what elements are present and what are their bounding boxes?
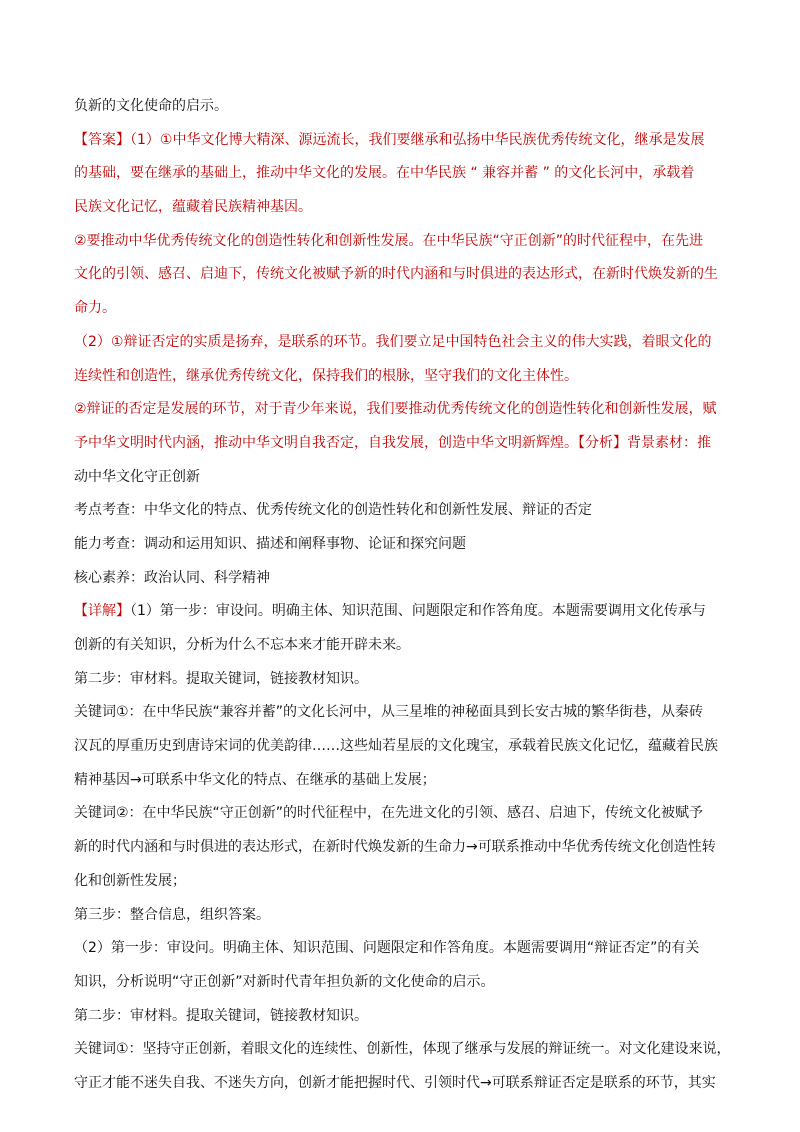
text-line [74,399,740,433]
text-segment: 精神基因→可联系中华文化的特点、在继承的基础上发展； [74,771,436,788]
text-line [74,534,740,568]
text-line [74,332,740,366]
text-segment: 负新的文化使命的启示。 [74,98,228,114]
text-line [74,669,740,703]
text-segment: 核心素养：政治认同、科学精神 [74,569,270,586]
text-segment: 连续性和创造性，继承优秀传统文化，保持我们的根脉，坚守我们的文化主体性。 [74,367,578,384]
text-line [74,871,740,905]
text-segment: 考点考查：中华文化的特点、优秀传统文化的创造性转化和创新性发展、辩证的否定 [74,502,592,519]
text-line [74,837,740,871]
text-line [74,96,740,130]
text-segment: 第二步：审材料。提取关键词，链接教材知识。 [74,670,368,687]
text-line [74,1006,740,1040]
text-segment: 能力考查：调动和运用知识、描述和阐释事物、论证和探究问题 [74,535,466,552]
text-segment: 新的时代内涵和与时俱进的表达形式，在新时代焕发新的生命力→可联系推动中华优秀传统文化创造性转 [74,839,716,856]
text-line [74,972,740,1006]
text-segment: 化和创新性发展； [74,872,186,889]
text-segment: 的基础，要在继承的基础上，推动中华文化的发展。在中华民族 “ 兼容并蓄 ” 的文化长河中，承载着 [74,165,695,182]
text-segment: 动中华文化守正创新 [74,468,200,485]
text-line [74,702,740,736]
text-segment: 关键词②：在中华民族“守正创新”的时代征程中，在先进文化的引领、感召、启迪下，传统文化被赋予 [74,805,704,822]
text-segment: ②要推动中华优秀传统文化的创造性转化和创新性发展。在中华民族“守正创新”的时代征程中，在先进 [74,232,704,249]
text-line [74,803,740,837]
text-line [74,1039,740,1073]
text-line [74,467,740,501]
text-line [74,601,740,635]
text-segment: 关键词①：坚持守正创新，着眼文化的连续性、创新性，体现了继承与发展的辩证统一。对文化建设来说， [74,1041,731,1058]
text-line [74,770,740,804]
text-segment: （1）第一步：审设问。明确主体、知识范围、问题限定和作答角度。本题需要调用文化传承与 [130,603,706,620]
text-line [74,568,740,602]
text-line [74,163,740,197]
text-segment: 文化的引领、感召、启迪下，传统文化被赋予新的时代内涵和与时俱进的表达形式，在新时代焕发新的生 [74,266,718,283]
text-segment: 创新的有关知识，分析为什么不忘本来才能开辟未来。 [74,637,410,653]
text-line [74,1073,740,1107]
text-segment: （2）①辩证否定的实质是扬弃，是联系的环节。我们要立足中国特色社会主义的伟大实践，着眼文化的 [74,333,712,350]
text-line [74,130,740,164]
text-line [74,366,740,400]
text-line [74,231,740,265]
text-segment: 民族文化记忆，蕴藏着民族精神基因。 [74,199,312,216]
text-segment: 【答案】（1）①中华文化博大精深、源远流长，我们要继承和弘扬中华民族优秀传统文化，继承是发展 [74,131,705,148]
text-line [74,264,740,298]
text-segment: 第二步：审材料。提取关键词，链接教材知识。 [74,1007,368,1024]
text-segment: （2）第一步：审设问。明确主体、知识范围、问题限定和作答角度。本题需要调用“辩证否定”的有关 [74,940,700,957]
text-line [74,905,740,939]
text-segment: 关键词①：在中华民族“兼容并蓄”的文化长河中，从三星堆的神秘面具到长安古城的繁华街巷，从秦砖 [74,704,704,721]
text-line [74,635,740,669]
text-line [74,298,740,332]
text-segment: ②辩证的否定是发展的环节，对于青少年来说，我们要推动优秀传统文化的创造性转化和创新性发展，赋 [74,401,717,418]
text-segment: 予中华文明时代内涵，推动中华文明自我否定，自我发展，创造中华文明新辉煌。 [74,434,578,451]
text-line [74,500,740,534]
text-line [74,197,740,231]
text-line [74,736,740,770]
text-line [74,938,740,972]
text-segment: 汉瓦的厚重历史到唐诗宋词的优美韵律……这些灿若星辰的文化瑰宝，承载着民族文化记忆，蕴藏着民族 [74,738,718,755]
text-segment: 【详解】 [74,603,130,620]
text-segment: 命力。 [74,300,116,317]
text-segment: 守正才能不迷失自我、不迷失方向，创新才能把握时代、引领时代→可联系辩证否定是联系的环节，其实 [74,1074,716,1091]
text-segment: 第三步：整合信息，组织答案。 [74,906,270,923]
text-segment: 知识，分析说明“守正创新”对新时代青年担负新的文化使命的启示。 [74,973,495,990]
text-line [74,433,740,467]
text-segment: 【分析】背景素材：推 [578,434,711,451]
